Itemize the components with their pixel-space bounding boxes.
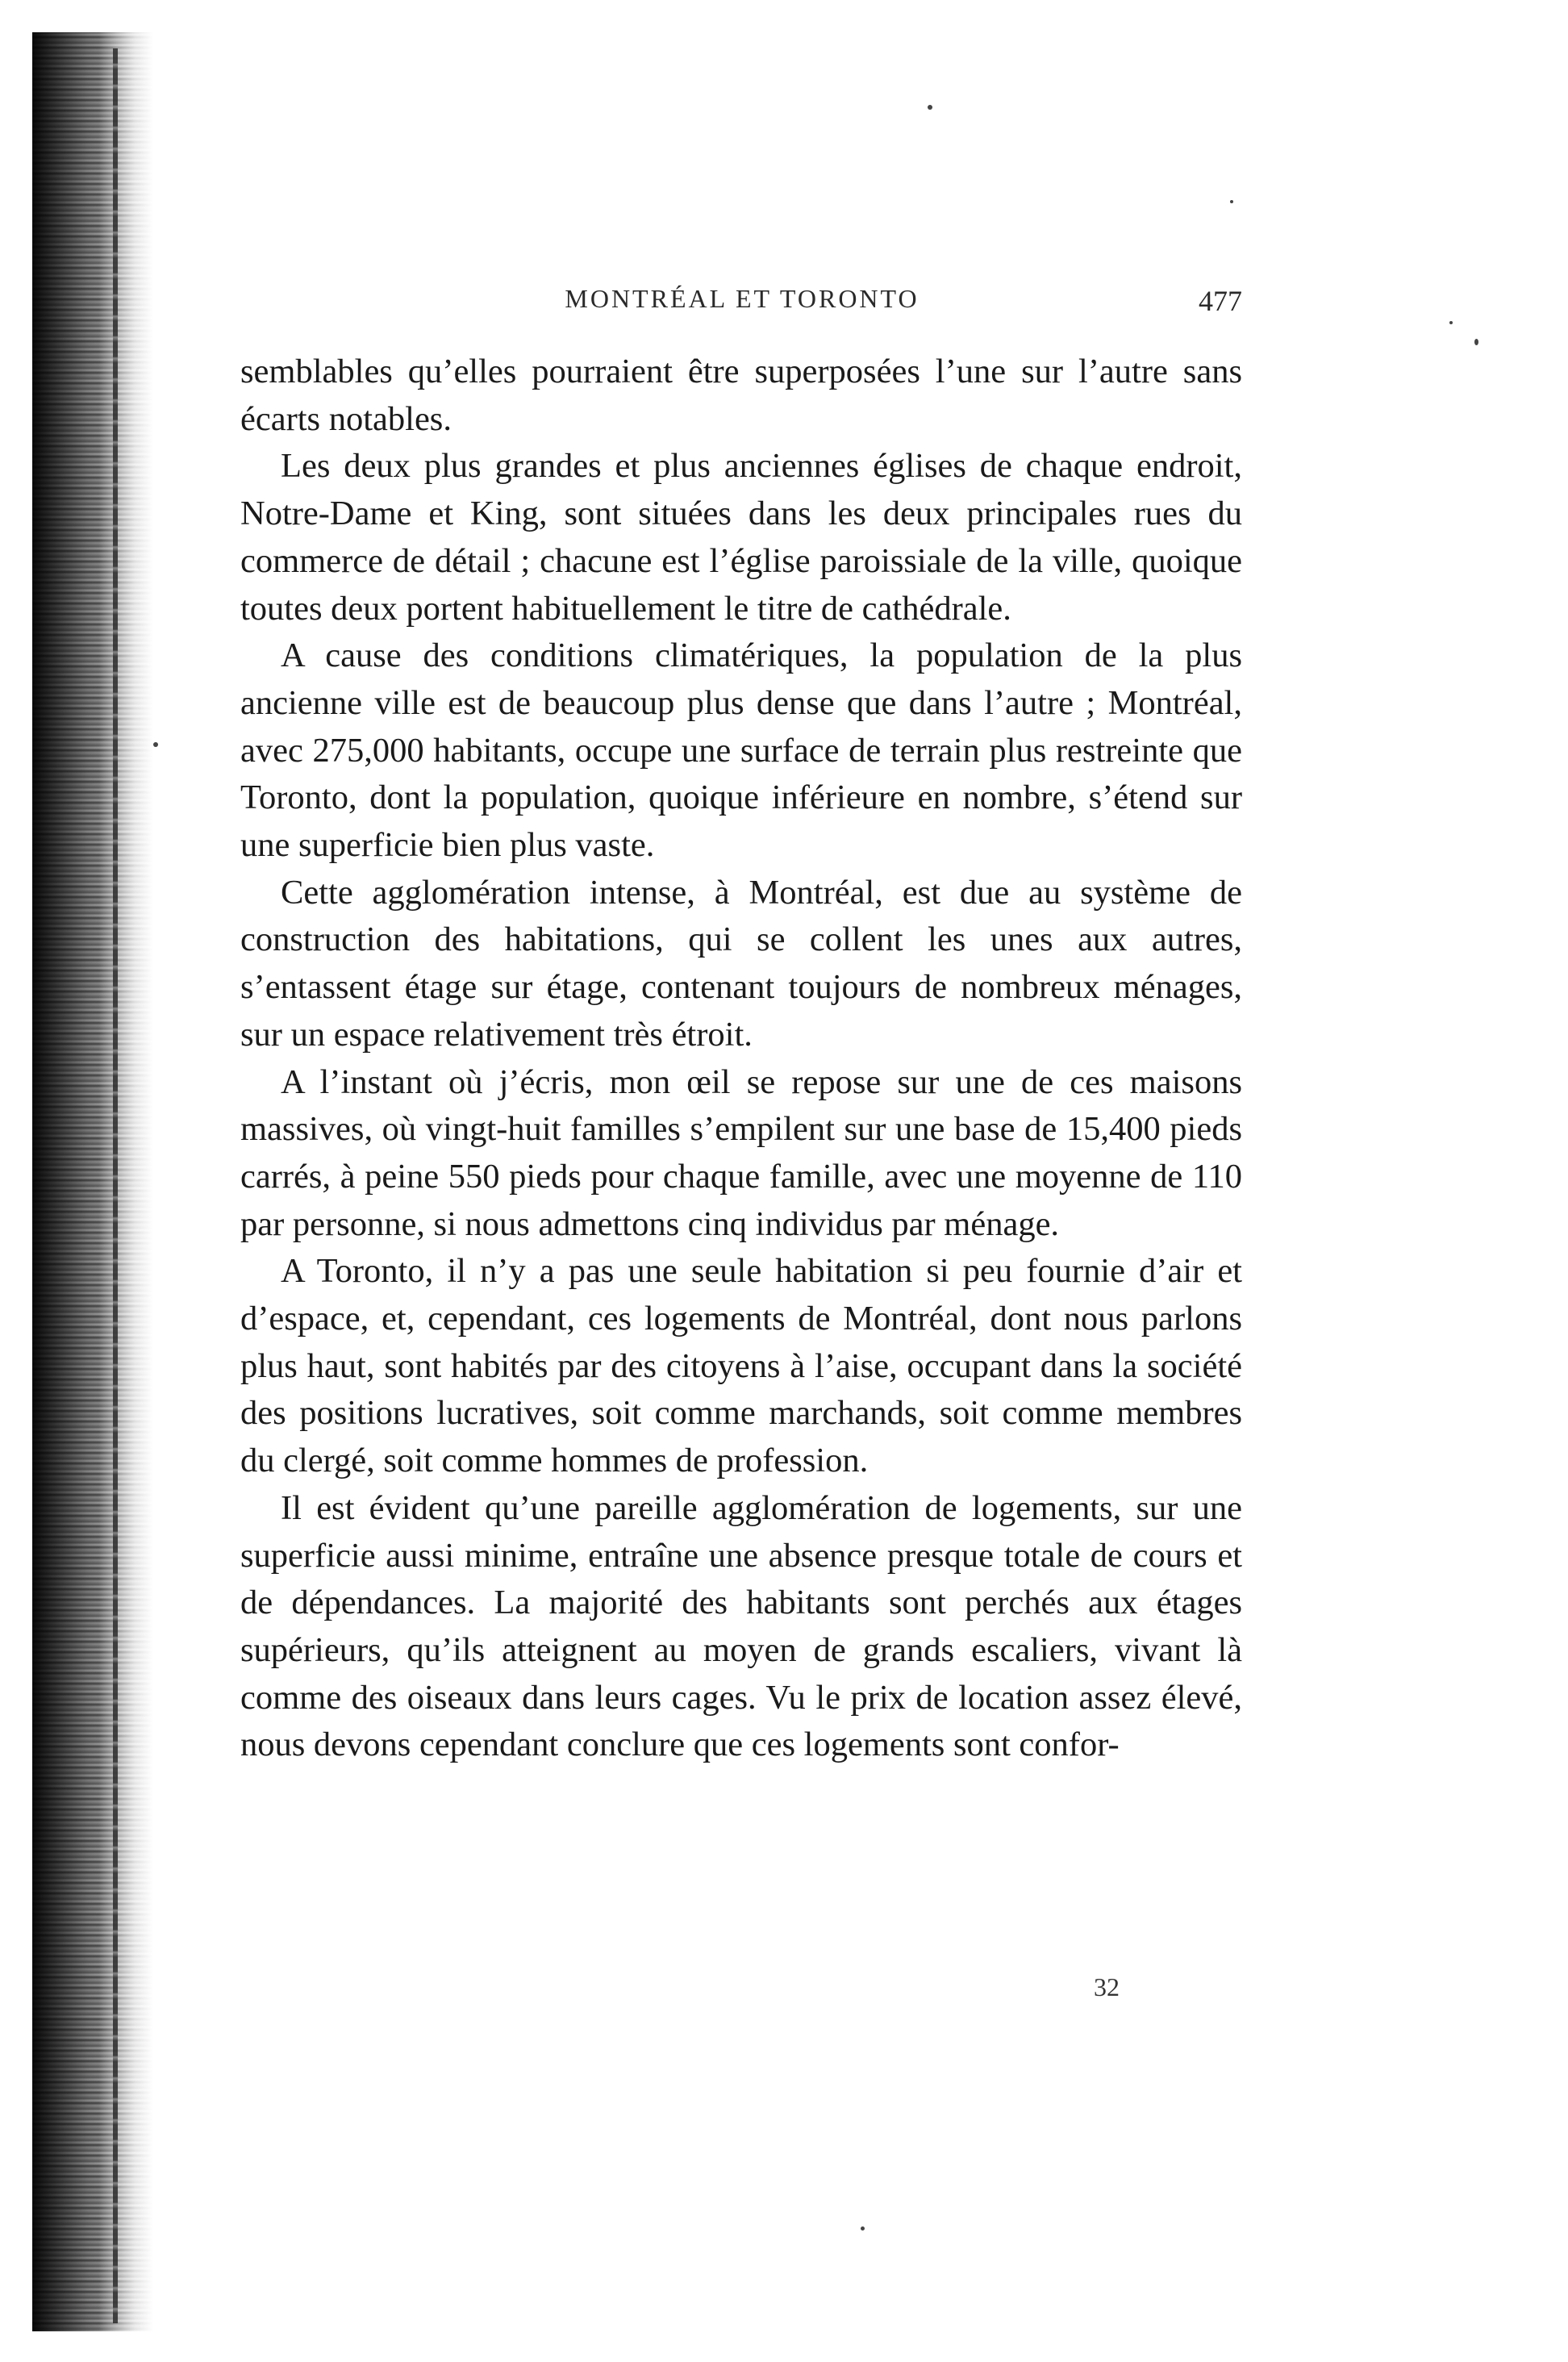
paragraph: Les deux plus grandes et plus anciennes églises de chaque endroit, Notre-Dame et King, sont situées dans les deux principales rues du commerce de détail ; chacune est l’église paroissiale de la ville, quoique toutes deux portent habituellement le titre de cathédrale. xyxy=(240,447,1242,628)
scan-speck xyxy=(861,2226,865,2231)
signature-mark: 32 xyxy=(1094,1972,1120,2001)
paragraph: A l’instant où j’écris, mon œil se repose sur une de ces maisons massives, où vingt-huit familles s’empilent sur une base de 15,400 pieds carrés, à peine 550 pieds pour chaque famille, avec une moyenne de 110 par personne, si nous admettons cinq individus par ménage. xyxy=(240,1062,1242,1243)
page-number: 477 xyxy=(1199,285,1242,317)
scan-speck xyxy=(1449,321,1453,324)
scan-binding-line xyxy=(113,48,118,2323)
paragraph: A cause des conditions climatériques, la population de la plus ancienne ville est de beaucoup plus dense que dans l’autre ; Montréal, avec 275,000 habitants, occupe une surface de terrain plus restreinte que Toronto, dont la population, quoique inférieure en nombre, s’étend sur une superficie bien plus vaste. xyxy=(240,636,1242,865)
paragraph: semblables qu’elles pourraient être superposées l’une sur l’autre sans écarts notables. xyxy=(240,353,1242,438)
running-head xyxy=(242,284,1242,324)
scan-binding-edge xyxy=(32,32,153,2331)
paragraph: A Toronto, il n’y a pas une seule habitation si peu fournie d’air et d’espace, et, cependant, ces logements de Montréal, dont nous parlons plus haut, sont habités par des citoyens à l’aise, occupant dans la société des positions lucratives, soit comme marchands, soit comme membres du clergé, soit comme hommes de profession. xyxy=(240,1252,1242,1480)
running-title: MONTRÉAL ET TORONTO xyxy=(565,284,920,313)
scan-speck xyxy=(153,742,158,747)
body-text xyxy=(240,348,1242,1769)
paragraph: Cette agglomération intense, à Montréal, est due au système de construction des habitations, qui se collent les unes aux autres, s’entassent étage sur étage, contenant toujours de nombreux ménages, sur un espace relativement très étroit. xyxy=(240,873,1242,1054)
paragraph: Il est évident qu’une pareille agglomération de logements, sur une superficie aussi minime, entraîne une absence presque totale de cours et de dépendances. La majorité des habitants sont perchés aux étages supérieurs, qu’ils atteignent au moyen de grands escaliers, vivant là comme des oiseaux dans leurs cages. Vu le prix de location assez élevé, nous devons cependant conclure que ces logements sont confor- xyxy=(240,1488,1242,1764)
scan-speck xyxy=(928,105,932,110)
scan-speck xyxy=(1230,200,1233,203)
scan-speck xyxy=(1474,339,1478,345)
